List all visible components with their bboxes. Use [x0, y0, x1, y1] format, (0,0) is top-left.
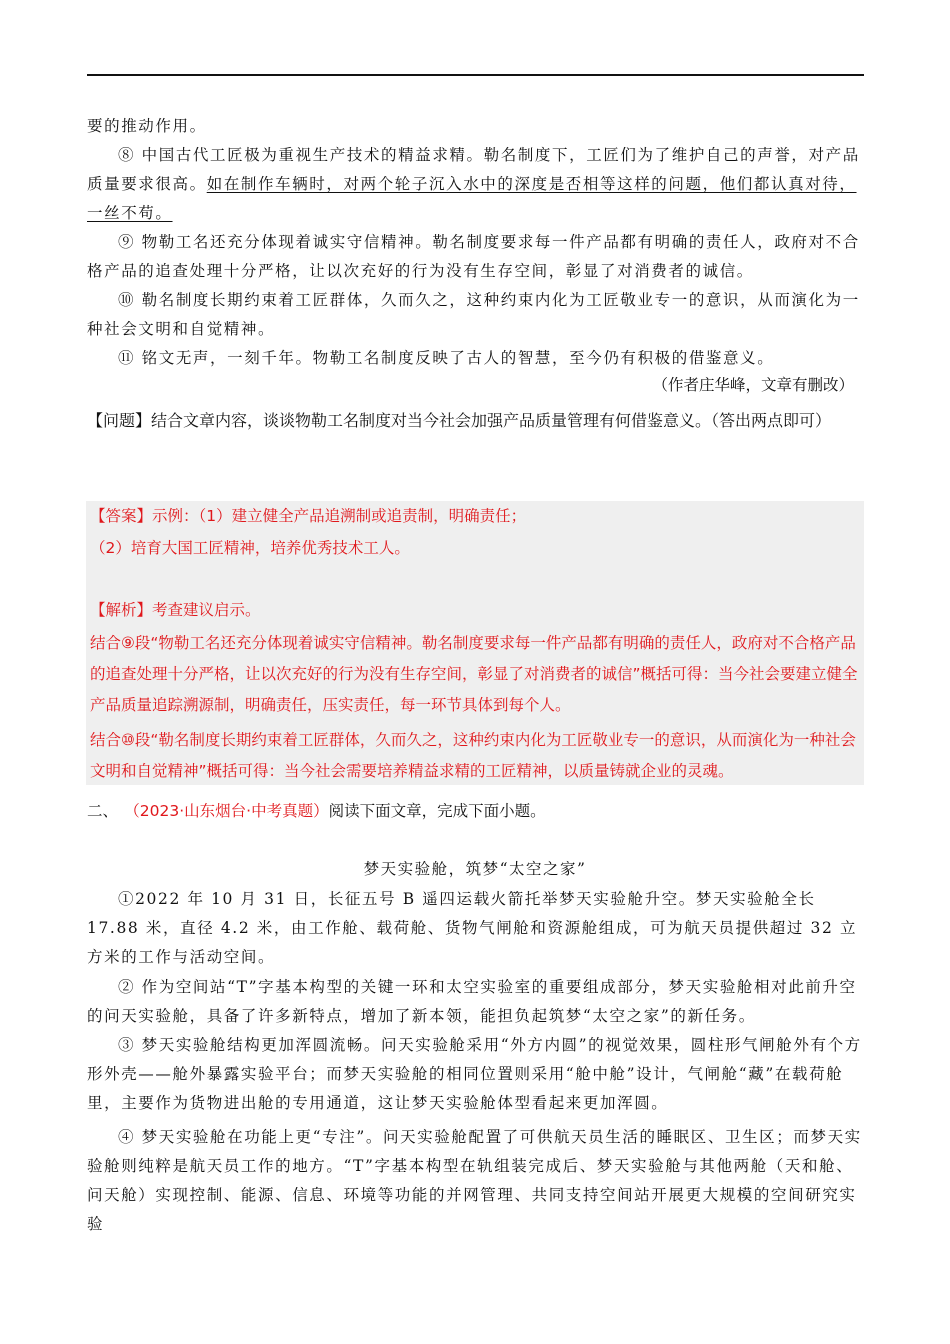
passage-b-paragraph-3: ③ 梦天实验舱结构更加浑圆流畅。问天实验舱采用“外方内圆”的视觉效果，圆柱形气闸舱外有个方形外壳——舱外暴露实验平台；而梦天实验舱的相同位置则采用“舱中舱”设计，气闸舱“藏”在载荷舱里，主要作为货物进出舱的专用通道，这让梦天实验舱体型看起来更加浑圆。 — [87, 1036, 862, 1112]
analysis-paragraph-2: 结合⑩段“勒名制度长期约束着工匠群体，久而久之，这种约束内化为工匠敬业专一的意识，从而演化为一种社会文明和自觉精神”概括可得：当今社会需要培养精益求精的工匠精神，以质量铸就企业的灵魂。 — [90, 731, 856, 780]
section-source: （2023·山东烟台·中考真题） — [132, 802, 329, 820]
section-instruction: 阅读下面文章，完成下面小题。 — [328, 802, 546, 820]
analysis-paragraph-1: 结合⑨段“物勒工名还充分体现着诚实守信精神。勒名制度要求每一件产品都有明确的责任人，政府对不合格产品的追查处理十分严格，让以次充好的行为没有生存空间，彰显了对消费者的诚信”概括可得：当今社会要建立健全产品质量追踪溯源制，明确责任，压实责任，每一环节具体到每个人。 — [90, 634, 858, 714]
paragraph-9: ⑨ 物勒工名还充分体现着诚实守信精神。勒名制度要求每一件产品都有明确的责任人，政府对不合格产品的追查处理十分严格，让以次充好的行为没有生存空间，彰显了对消费者的诚信。 — [87, 233, 860, 280]
section-2-heading — [87, 797, 864, 825]
answer-line-2: （2）培育大国工匠精神，培养优秀技术工人。 — [90, 539, 410, 557]
paragraph-10: ⑩ 勒名制度长期约束着工匠群体，久而久之，这种约束内化为工匠敬业专一的意识，从而演化为一种社会文明和自觉精神。 — [87, 291, 860, 338]
answer-box — [86, 501, 864, 785]
paragraph-11: ⑪ 铭文无声，一刻千年。物勒工名制度反映了古人的智慧，至今仍有积极的借鉴意义。 — [118, 349, 775, 367]
passage-b-paragraph-2: ② 作为空间站“T”字基本构型的关键一环和太空实验室的重要组成部分，梦天实验舱相对此前升空的问天实验舱，具备了许多新特点，增加了新本领，能担负起筑梦“太空之家”的新任务。 — [87, 978, 857, 1025]
header-rule — [87, 74, 864, 76]
passage-title: 梦天实验舱，筑梦“太空之家” — [363, 860, 587, 878]
continuation-line: 要的推动作用。 — [87, 117, 207, 135]
paragraph-8 — [87, 141, 864, 228]
passage-b-paragraph-1: ①2022 年 10 月 31 日，长征五号 B 遥四运载火箭托举梦天实验舱升空。梦天实验舱全长 17.88 米，直径 4.2 米，由工作舱、载荷舱、货物气闸舱和资源舱组成，可为航天员提供超过 32 立方米的工作与活动空间。 — [87, 890, 858, 966]
passage-b-paragraph-4: ④ 梦天实验舱在功能上更“专注”。问天实验舱配置了可供航天员生活的睡眠区、卫生区；而梦天实验舱则纯粹是航天员工作的地方。“T”字基本构型在轨组装完成后、梦天实验舱与其他两舱（天和舱、问天舱）实现控制、能源、信息、环境等功能的并网管理、共同支持空间站开展更大规模的空间研究实验 — [87, 1128, 862, 1233]
answer-line-1: 【答案】示例：（1）建立健全产品追溯制或追责制，明确责任； — [90, 507, 527, 525]
paragraph-8-text: ⑧ 中国古代工匠极为重视生产技术的精益求精。勒名制度下，工匠们为了维护自己的声誉，对产品质量要求很高。 — [87, 146, 860, 193]
analysis-label: 【解析】考查建议启示。 — [90, 601, 261, 619]
section-number: 二、 — [87, 802, 119, 820]
author-credit: （作者庄华峰，文章有删改） — [652, 376, 854, 394]
paragraph-8-underlined: 如在制作车辆时，对两个轮子沉入水中的深度是否相等这样的问题，他们都认真对待，一丝不苟。 — [87, 175, 857, 222]
question-text: 【问题】结合文章内容，谈谈物勒工名制度对当今社会加强产品质量管理有何借鉴意义。（答出两点即可） — [87, 411, 832, 430]
